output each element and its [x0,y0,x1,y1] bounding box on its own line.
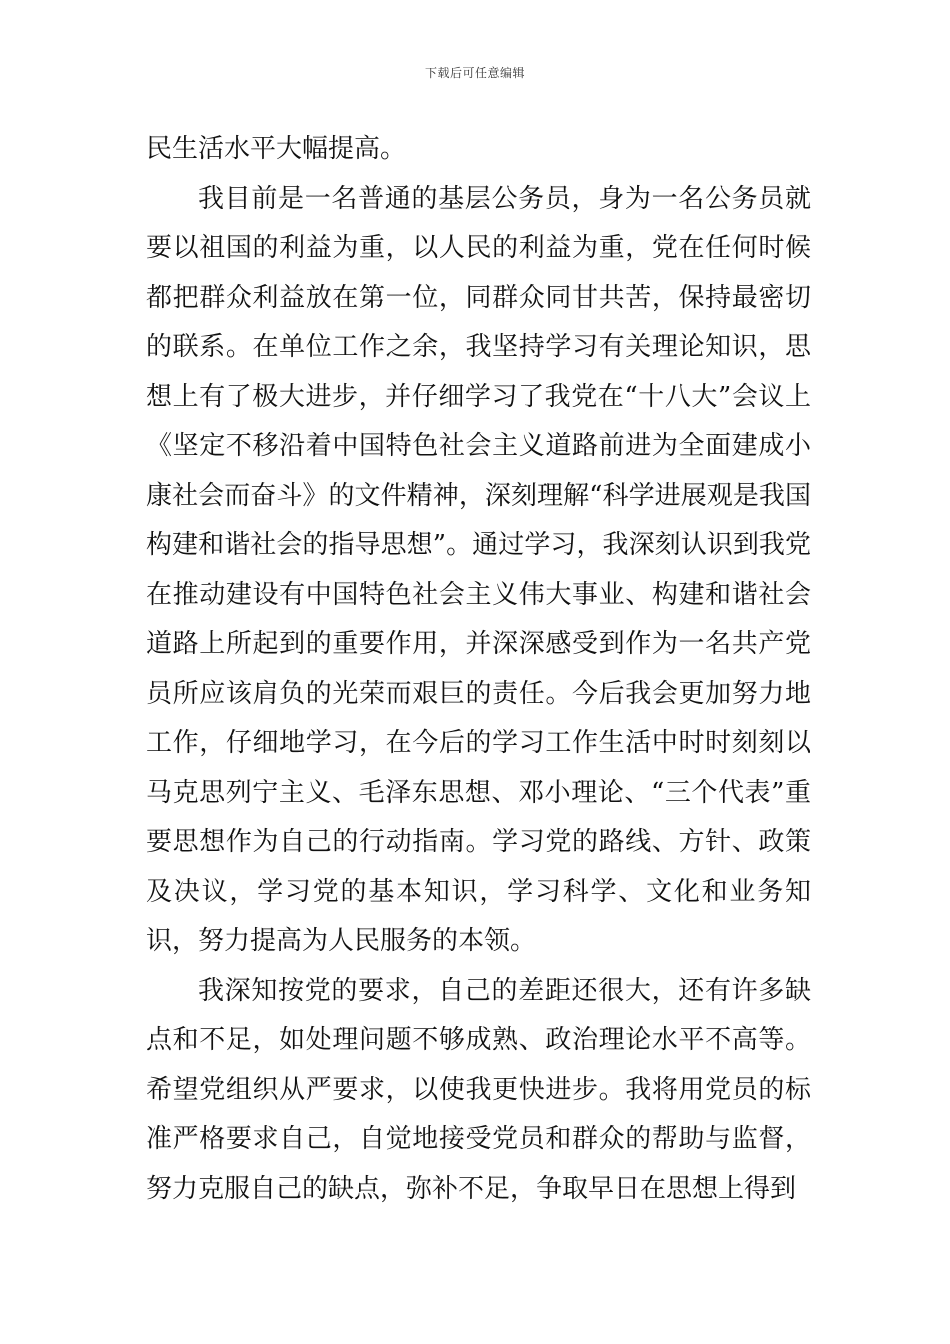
document-body [146,125,811,1214]
page-header-note: 下载后可任意编辑 [424,66,525,80]
paragraph-2: 我目前是一名普通的基层公务员，身为一名公务员就要以祖国的利益为重，以人民的利益为重，党在任何时候都把群众利益放在第一位，同群众同甘共苦，保持最密切的联系。在单位工作之余，我坚持学习有关理论知识，思想上有了极大进步，并仔细学习了我党在“十八大”会议上《坚定不移沿着中国特色社会主义道路前进为全面建成小康社会而奋斗》的文件精神，深刻理解“科学进展观是我国构建和谐社会的指导思想”。通过学习，我深刻认识到我党在推动建设有中国特色社会主义伟大事业、构建和谐社会道路上所起到的重要作用，并深深感受到作为一名共产党员所应该肩负的光荣而艰巨的责任。今后我会更加努力地工作，仔细地学习，在今后的学习工作生活中时时刻刻以马克思列宁主义、毛泽东思想、邓小理论、“三个代表”重要思想作为自己的行动指南。学习党的路线、方针、政策及决议，学习党的基本知识，学习科学、文化和业务知识，努力提高为人民服务的本领。 [146,183,811,956]
paragraph-1: 民生活水平大幅提高。 [146,134,407,164]
paragraph-3: 我深知按党的要求，自己的差距还很大，还有许多缺点和不足，如处理问题不够成熟、政治理论水平不高等。希望党组织从严要求，以使我更快进步。我将用党员的标准严格要求自己，自觉地接受党员和群众的帮助与监督，努力克服自己的缺点，弥补不足，争取早日在思想上得到 [146,975,811,1204]
